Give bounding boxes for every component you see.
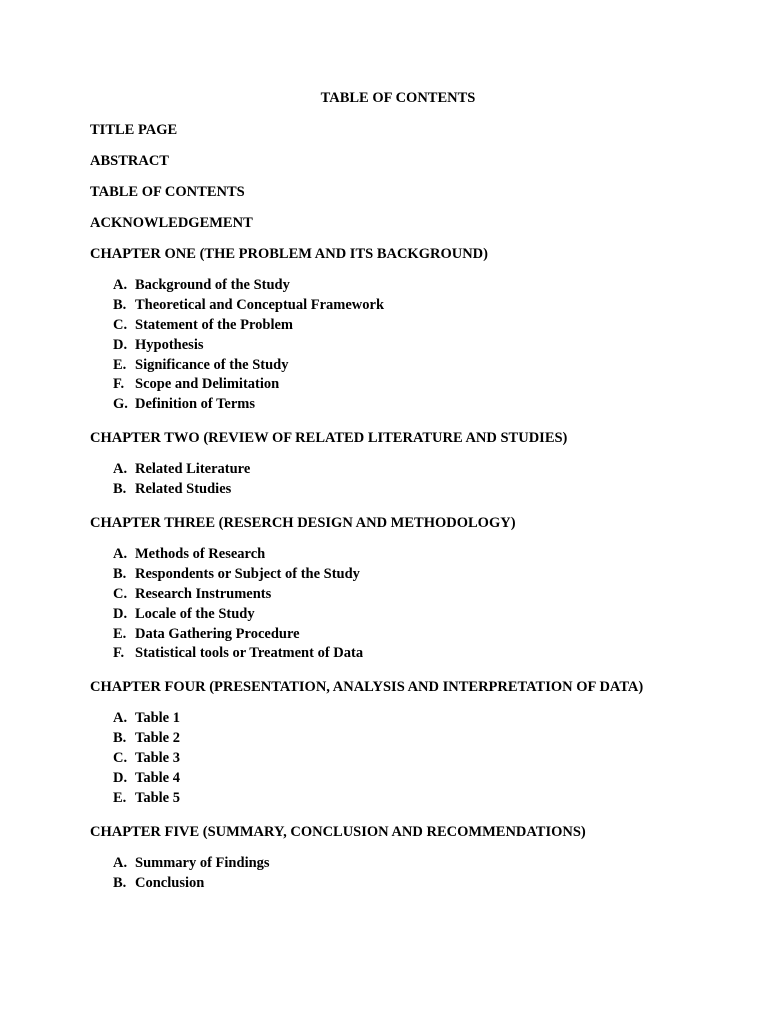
list-item [90,711,730,731]
item-text: Theoretical and Conceptual Framework [135,296,385,313]
item-text: Hypothesis [135,336,204,353]
list-item [90,338,730,358]
item-text: Related Literature [135,461,251,478]
list-item [90,482,730,502]
item-text: Table 3 [135,750,180,767]
item-text: Summary of Findings [135,854,270,871]
item-letter: A. [113,277,128,293]
list-item [90,298,730,318]
list-item [90,547,730,567]
chapter-two-heading: CHAPTER TWO (REVIEW OF RELATED LITERATURE AND STUDIES) [90,430,568,447]
item-text: Table 5 [135,789,180,806]
item-letter: C. [113,585,128,602]
item-letter: C. [113,316,128,333]
item-letter: E. [113,789,127,806]
item-text: Table 1 [135,710,180,727]
chapter-three-list [90,547,730,666]
item-letter: F. [113,376,125,393]
chapter-one-heading: CHAPTER ONE (THE PROBLEM AND ITS BACKGROUND) [90,246,488,262]
list-item [90,876,730,896]
item-letter: A. [113,461,128,478]
item-letter: E. [113,625,127,642]
toc-entry-acknowledgement: ACKNOWLEDGEMENT [90,215,253,231]
page-title: TABLE OF CONTENTS [320,90,476,106]
item-text: Methods of Research [135,546,266,563]
list-item [90,791,730,811]
item-letter: B. [113,730,127,747]
item-text: Locale of the Study [135,605,255,622]
list-item [90,358,730,378]
item-letter: C. [113,750,128,767]
list-item [90,462,730,482]
list-item [90,377,730,397]
item-text: Significance of the Study [135,356,289,373]
item-text: Statistical tools or Treatment of Data [135,645,364,662]
item-text: Data Gathering Procedure [135,625,300,642]
toc-entry-abstract: ABSTRACT [90,153,169,169]
item-letter: E. [113,356,127,373]
item-text: Scope and Delimitation [135,376,280,393]
item-text: Definition of Terms [135,396,256,413]
item-text: Related Studies [135,481,232,498]
chapter-four-heading: CHAPTER FOUR (PRESENTATION, ANALYSIS AND INTERPRETATION OF DATA) [90,679,644,696]
chapter-three-heading: CHAPTER THREE (RESERCH DESIGN AND METHODOLOGY) [90,515,516,532]
item-text: Research Instruments [135,585,272,602]
item-letter: B. [113,874,127,891]
list-item [90,627,730,647]
chapter-two-list [90,462,730,502]
chapter-five-list [90,856,730,896]
item-letter: B. [113,565,127,582]
chapter-one-list [90,278,730,417]
list-item [90,587,730,607]
chapter-five-heading: CHAPTER FIVE (SUMMARY, CONCLUSION AND RECOMMENDATIONS) [90,823,586,840]
item-text: Statement of the Problem [135,316,293,333]
list-item [90,646,730,666]
item-text: Table 2 [135,730,180,747]
item-letter: A. [113,546,128,563]
item-text: Table 4 [135,770,180,787]
item-letter: A. [113,710,128,727]
list-item [90,397,730,417]
item-letter: B. [113,481,127,498]
list-item [90,751,730,771]
list-item [90,567,730,587]
item-letter: D. [113,605,128,622]
list-item [90,731,730,751]
item-text: Conclusion [135,874,205,891]
list-item [90,856,730,876]
item-text: Respondents or Subject of the Study [135,565,360,582]
toc-content [90,123,730,910]
toc-entry-title-page: TITLE PAGE [90,122,178,138]
item-letter: D. [113,770,128,787]
item-text: Background of the Study [135,277,290,293]
item-letter: B. [113,296,127,313]
list-item [90,318,730,338]
item-letter: D. [113,336,128,353]
list-item [90,278,730,298]
toc-entry-table-of-contents: TABLE OF CONTENTS [90,184,245,200]
item-letter: A. [113,854,128,871]
item-letter: F. [113,645,125,662]
list-item [90,607,730,627]
list-item [90,771,730,791]
chapter-four-list [90,711,730,810]
item-letter: G. [113,396,128,413]
